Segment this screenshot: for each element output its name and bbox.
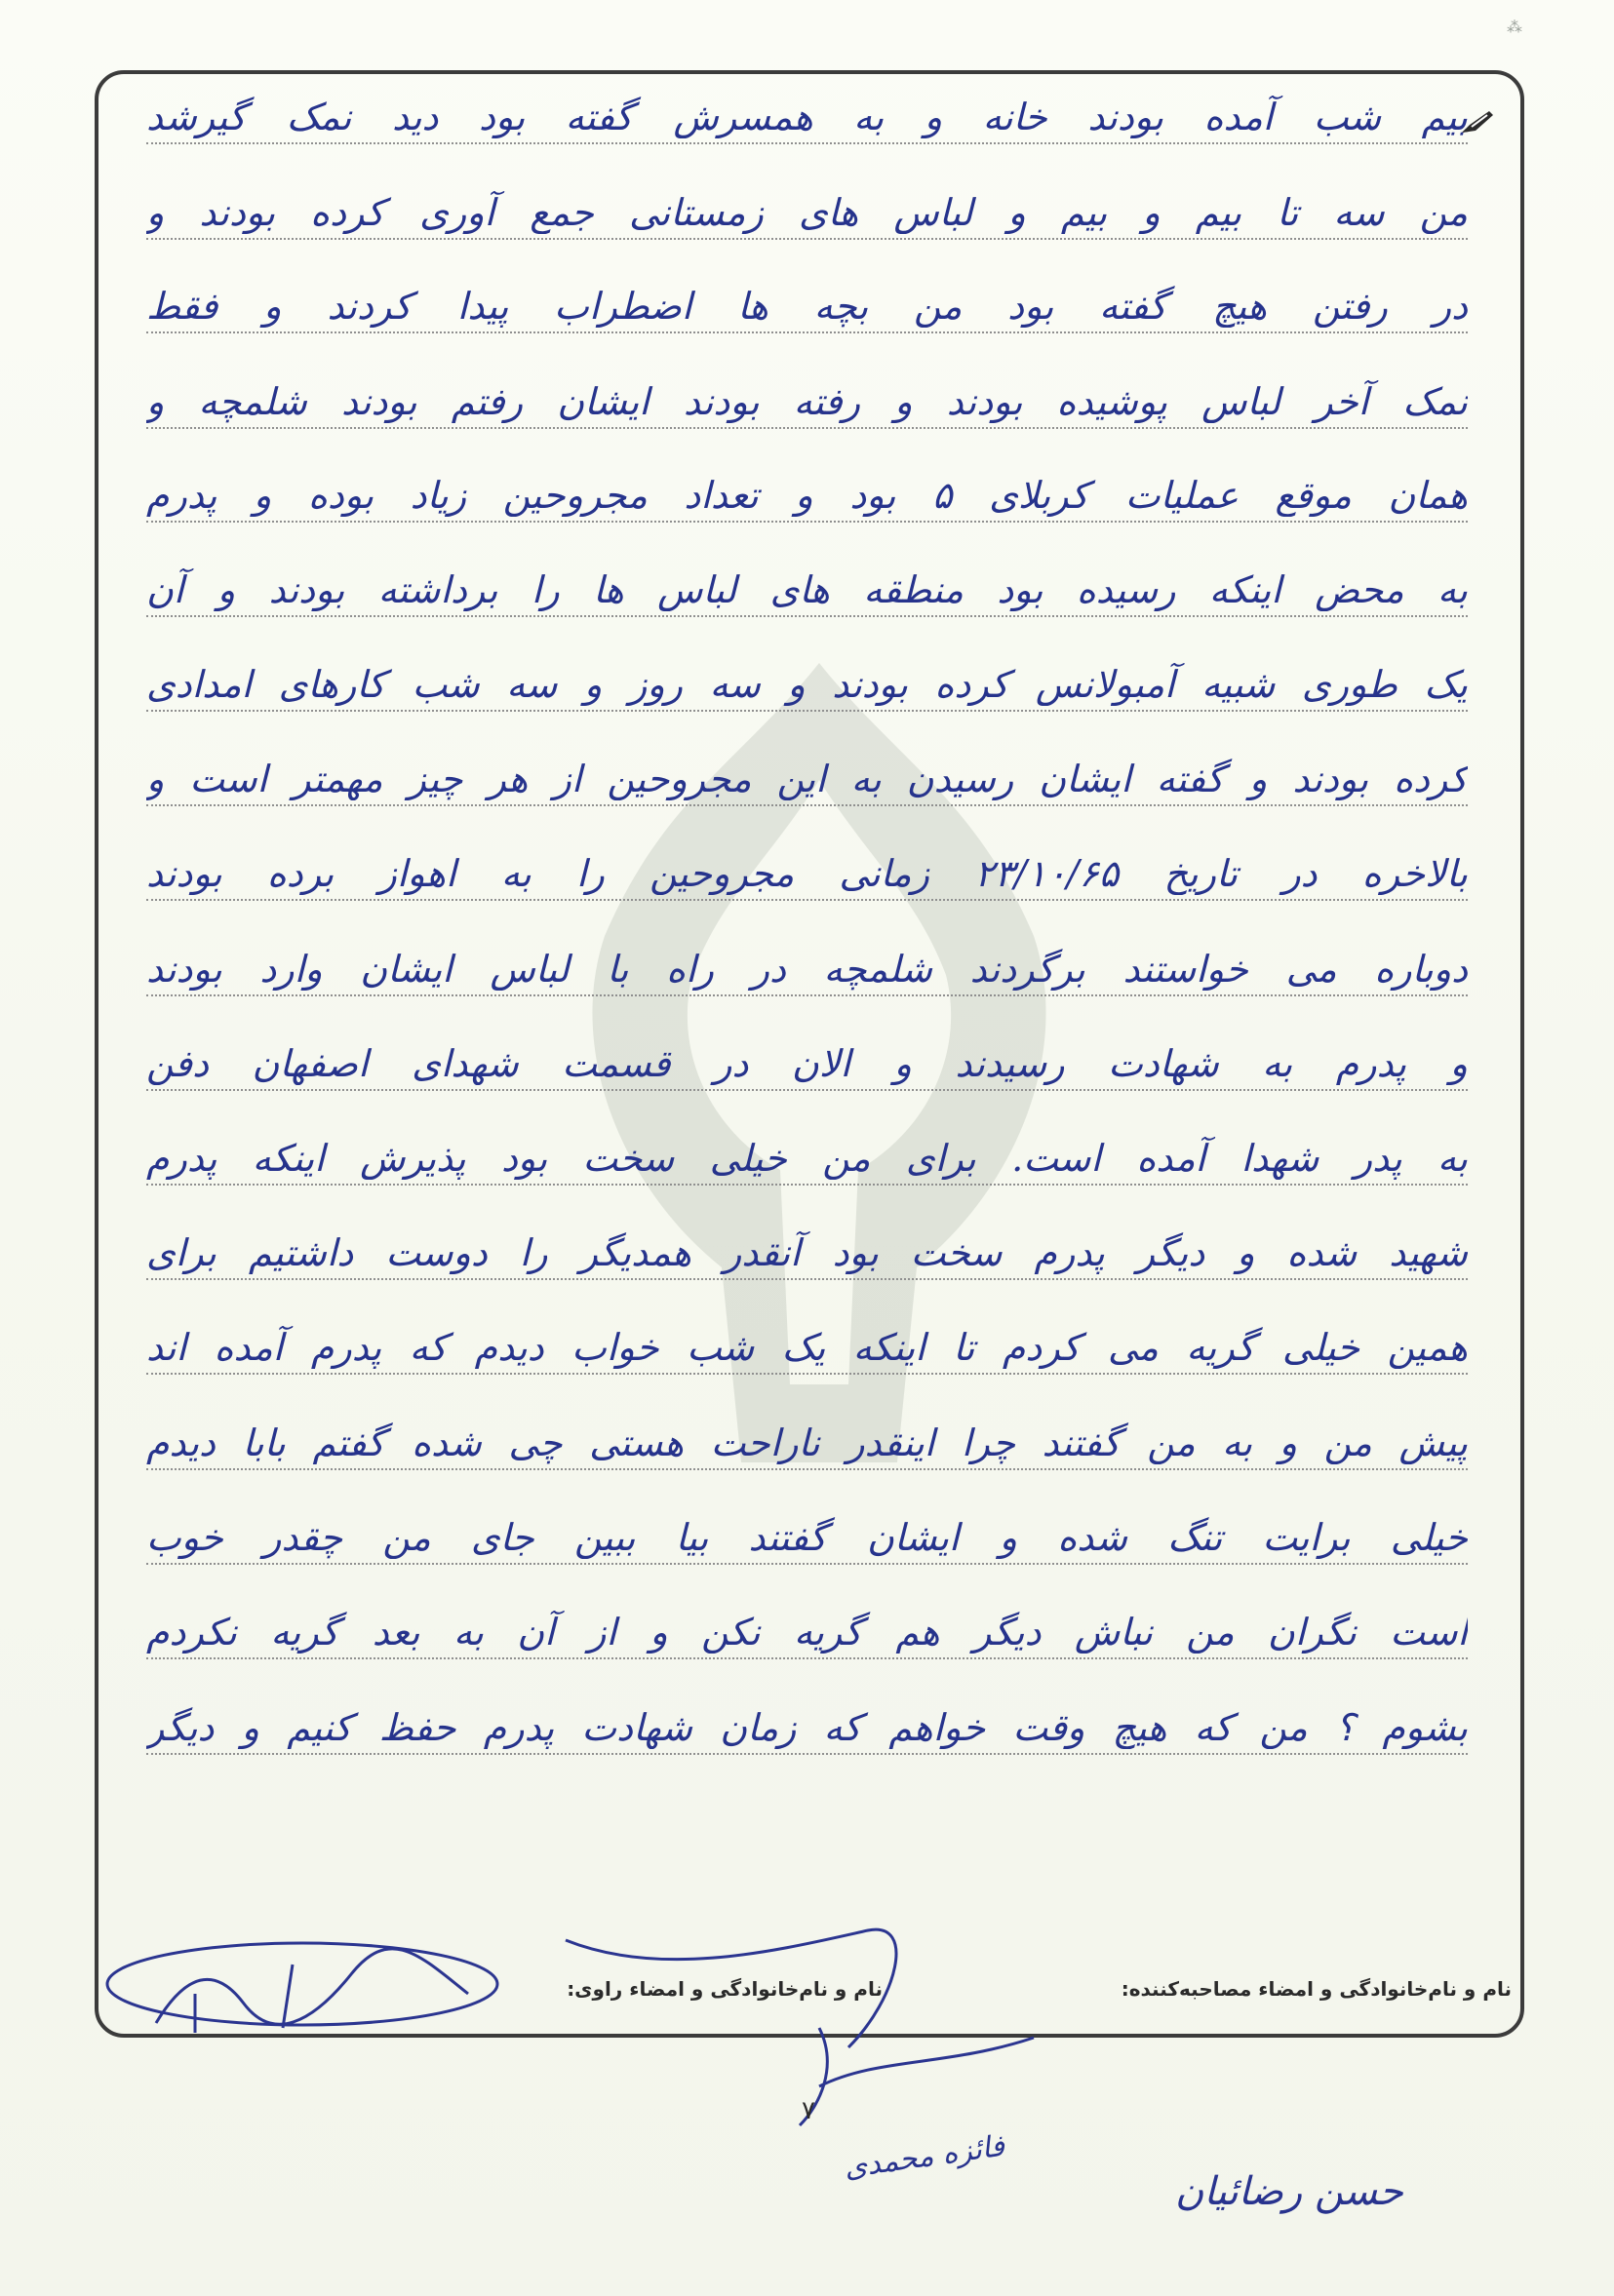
ruled-line xyxy=(146,1421,1468,1470)
ruled-line xyxy=(146,191,1468,240)
handwritten-line-13: شهید شده و دیگر پدرم سخت بود آنقدر همدیگر را دوست داشتیم برای xyxy=(146,1231,1468,1274)
ruled-line xyxy=(146,1516,1468,1565)
ruled-line xyxy=(146,663,1468,712)
handwritten-line-16: خیلی برایت تنگ شده و ایشان گفتند بیا ببین جای من چقدر خوب xyxy=(146,1516,1468,1559)
page-number: ۷ xyxy=(802,2096,815,2125)
ruled-line xyxy=(146,1137,1468,1186)
narrator-signature-label: نام و نام‌خانوادگی و امضاء راوی: xyxy=(567,1977,883,2001)
handwritten-line-5: همان موقع عملیات کربلای ۵ بود و تعداد مجروحین زیاد بوده و پدرم xyxy=(146,474,1468,517)
interviewer-signature-label: نام و نام‌خانوادگی و امضاء مصاحبه‌کننده: xyxy=(1121,1977,1512,2001)
ruled-line xyxy=(146,1706,1468,1755)
interviewer-handwritten-name: فائزه محمدی xyxy=(842,2128,1007,2186)
handwritten-line-15: پیش من و به من گفتند چرا اینقدر ناراحت هستی چی شده گفتم بابا دیدم xyxy=(146,1421,1468,1464)
ruled-line xyxy=(146,568,1468,617)
handwritten-line-8: کرده بودند و گفته ایشان رسیدن به این مجروحین از هر چیز مهمتر است و xyxy=(146,758,1468,800)
handwritten-line-2: من سه تا بیم و بیم و لباس های زمستانی جمع آوری کرده بودند و xyxy=(146,191,1468,234)
interviewer-signature xyxy=(527,1911,1073,2135)
handwritten-line-12: به پدر شهدا آمده است. برای من خیلی سخت بود پذیرش اینکه پدرم xyxy=(146,1137,1468,1180)
handwritten-line-17: است نگران من نباش دیگر هم گریه نکن و از آن به بعد گریه نکردم xyxy=(146,1611,1468,1654)
handwritten-line-18: بشوم ؟ من که هیچ وقت خواهم که زمان شهادت پدرم حفظ کنیم و دیگر xyxy=(146,1706,1468,1749)
handwritten-line-14: همین خیلی گریه می کردم تا اینکه یک شب خواب دیدم که پدرم آمده اند xyxy=(146,1326,1468,1369)
handwritten-line-3: در رفتن هیچ گفته بود من بچه ها اضطراب پیدا کردند و فقط xyxy=(146,285,1468,328)
ruled-line xyxy=(146,758,1468,806)
handwritten-line-1: بیم شب آمده بودند خانه و به همسرش گفته بود دید نمک گیرشد xyxy=(146,96,1468,138)
narrator-signature xyxy=(98,1935,507,2043)
handwritten-line-11: و پدرم به شهادت رسیدند و الان در قسمت شهدای اصفهان دفن xyxy=(146,1042,1468,1085)
ruled-line xyxy=(146,285,1468,333)
ruled-line xyxy=(146,380,1468,429)
ruled-line xyxy=(146,474,1468,523)
ruled-line xyxy=(146,948,1468,996)
handwritten-line-7: یک طوری شبیه آمبولانس کرده بودند و سه روز و سه شب کارهای امدادی xyxy=(146,663,1468,706)
ruled-line xyxy=(146,1231,1468,1280)
narrator-handwritten-name: حسن رضائیان xyxy=(1175,2169,1403,2214)
handwritten-line-6: به محض اینکه رسیده بود منطقه های لباس ها را برداشته بودند و آن xyxy=(146,568,1468,611)
handwritten-line-4: نمک آخر لباس پوشیده بودند و رفته بودند ایشان رفتم بودند شلمچه و xyxy=(146,380,1468,423)
handwritten-line-10: دوباره می خواستند برگردند شلمچه در راه با لباس ایشان وارد بودند xyxy=(146,948,1468,991)
ruled-line xyxy=(146,852,1468,901)
ruled-line xyxy=(146,96,1468,144)
ruled-line xyxy=(146,1326,1468,1375)
ruled-line xyxy=(146,1042,1468,1091)
handwritten-line-9: بالاخره در تاریخ ۲۳/۱۰/۶۵ زمانی مجروحین را به اهواز برده بودند xyxy=(146,852,1468,895)
corner-scan-mark: ⁂ xyxy=(1507,18,1522,36)
ruled-line xyxy=(146,1611,1468,1659)
